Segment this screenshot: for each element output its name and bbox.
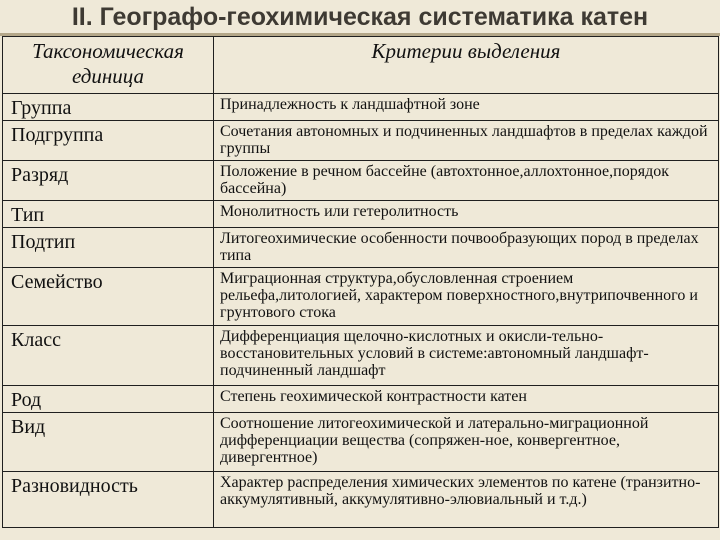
table-row bbox=[3, 268, 719, 326]
table-row bbox=[3, 161, 719, 201]
unit-cell: Класс bbox=[3, 326, 214, 386]
unit-cell: Тип bbox=[3, 201, 214, 228]
table-row bbox=[3, 326, 719, 386]
header-taxonomic-unit: Таксономическая единица bbox=[3, 37, 214, 94]
header-criteria: Критерии выделения bbox=[214, 37, 719, 94]
unit-cell: Группа bbox=[3, 94, 214, 121]
table-header-row bbox=[3, 37, 719, 94]
table-row bbox=[3, 121, 719, 161]
criteria-cell: Принадлежность к ландшафтной зоне bbox=[214, 94, 719, 121]
unit-cell: Разряд bbox=[3, 161, 214, 201]
taxonomy-table bbox=[2, 36, 719, 528]
unit-cell: Разновидность bbox=[3, 472, 214, 528]
criteria-cell: Степень геохимической контрастности катен bbox=[214, 386, 719, 413]
criteria-cell: Монолитность или гетеролитность bbox=[214, 201, 719, 228]
criteria-cell: Сочетания автономных и подчиненных ландшафтов в пределах каждой группы bbox=[214, 121, 719, 161]
unit-cell: Семейство bbox=[3, 268, 214, 326]
criteria-cell: Положение в речном бассейне (автохтонное,аллохтонное,порядок бассейна) bbox=[214, 161, 719, 201]
slide-title: II. Географо-геохимическая систематика катен bbox=[71, 3, 649, 31]
criteria-cell: Характер распределения химических элементов по катене (транзитно-аккумулятивный, аккумулятивно-элювиальный и т.д.) bbox=[214, 472, 719, 528]
table-row bbox=[3, 472, 719, 528]
table-row bbox=[3, 94, 719, 121]
table-row bbox=[3, 201, 719, 228]
table-row bbox=[3, 386, 719, 413]
unit-cell: Род bbox=[3, 386, 214, 413]
table-row bbox=[3, 228, 719, 268]
unit-cell: Подгруппа bbox=[3, 121, 214, 161]
unit-cell: Подтип bbox=[3, 228, 214, 268]
table-row bbox=[3, 413, 719, 472]
criteria-cell: Миграционная структура,обусловленная строением рельефа,литологией, характером поверхностного,внутрипочвенного и грунтового стока bbox=[214, 268, 719, 326]
criteria-cell: Литогеохимические особенности почвообразующих пород в пределах типа bbox=[214, 228, 719, 268]
unit-cell: Вид bbox=[3, 413, 214, 472]
criteria-cell: Соотношение литогеохимической и латерально-миграционной дифференциации вещества (сопряжен-ное, конвергентное, дивергентное) bbox=[214, 413, 719, 472]
criteria-cell: Дифференциация щелочно-кислотных и окисли-тельно-восстановительных условий в системе:автономный ландшафт-подчиненный ландшафт bbox=[214, 326, 719, 386]
